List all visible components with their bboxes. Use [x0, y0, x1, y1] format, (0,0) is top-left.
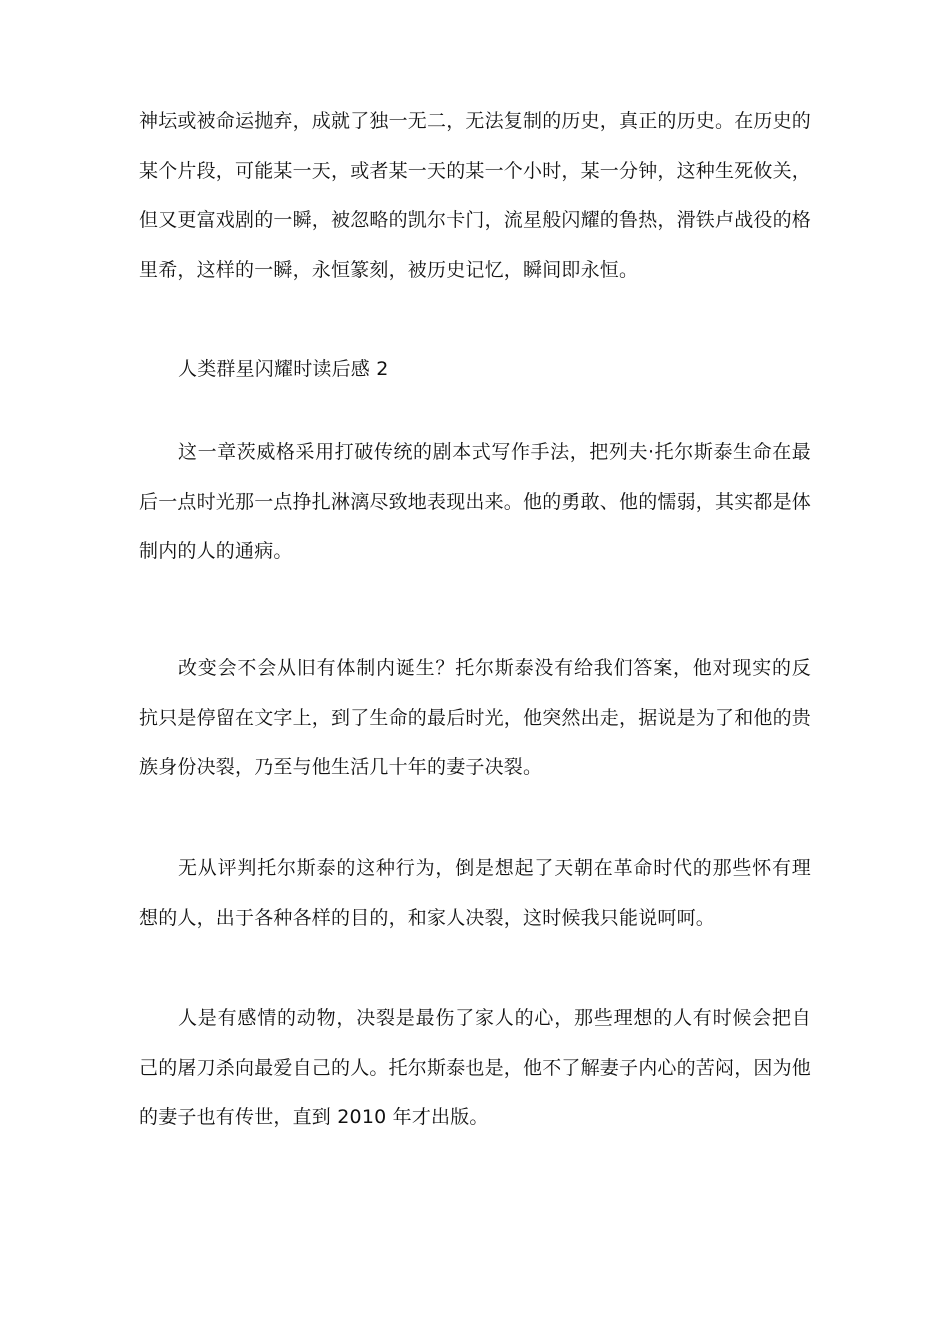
paragraph: 人是有感情的动物，决裂是最伤了家人的心，那些理想的人有时候会把自己的屠刀杀向最爱自己的人。托尔斯泰也是，他不了解妻子内心的苦闷，因为他的妻子也有传世，直到 2010 年才出版。 [139, 1007, 812, 1128]
paragraph-continuation: 神坛或被命运抛弃，成就了独一无二，无法复制的历史，真正的历史。在历史的某个片段，可能某一天，或者某一天的某一个小时，某一分钟，这种生死攸关，但又更富戏剧的一瞬，被忽略的凯尔卡门，流星般闪耀的鲁热，滑铁卢战役的格里希，这样的一瞬，永恒篆刻，被历史记忆，瞬间即永恒。 [139, 110, 812, 281]
paragraph: 这一章茨威格采用打破传统的剧本式写作手法，把列夫·托尔斯泰生命在最后一点时光那一点挣扎淋漓尽致地表现出来。他的勇敢、他的懦弱，其实都是体制内的人的通病。 [139, 441, 812, 562]
paragraph: 无从评判托尔斯泰的这种行为，倒是想起了天朝在革命时代的那些怀有理想的人，出于各种各样的目的，和家人决裂，这时候我只能说呵呵。 [139, 857, 811, 929]
section-heading: 人类群星闪耀时读后感 2 [178, 358, 389, 380]
paragraph: 改变会不会从旧有体制内诞生？托尔斯泰没有给我们答案，他对现实的反抗只是停留在文字上，到了生命的最后时光，他突然出走，据说是为了和他的贵族身份决裂，乃至与他生活几十年的妻子决裂。 [139, 657, 812, 778]
